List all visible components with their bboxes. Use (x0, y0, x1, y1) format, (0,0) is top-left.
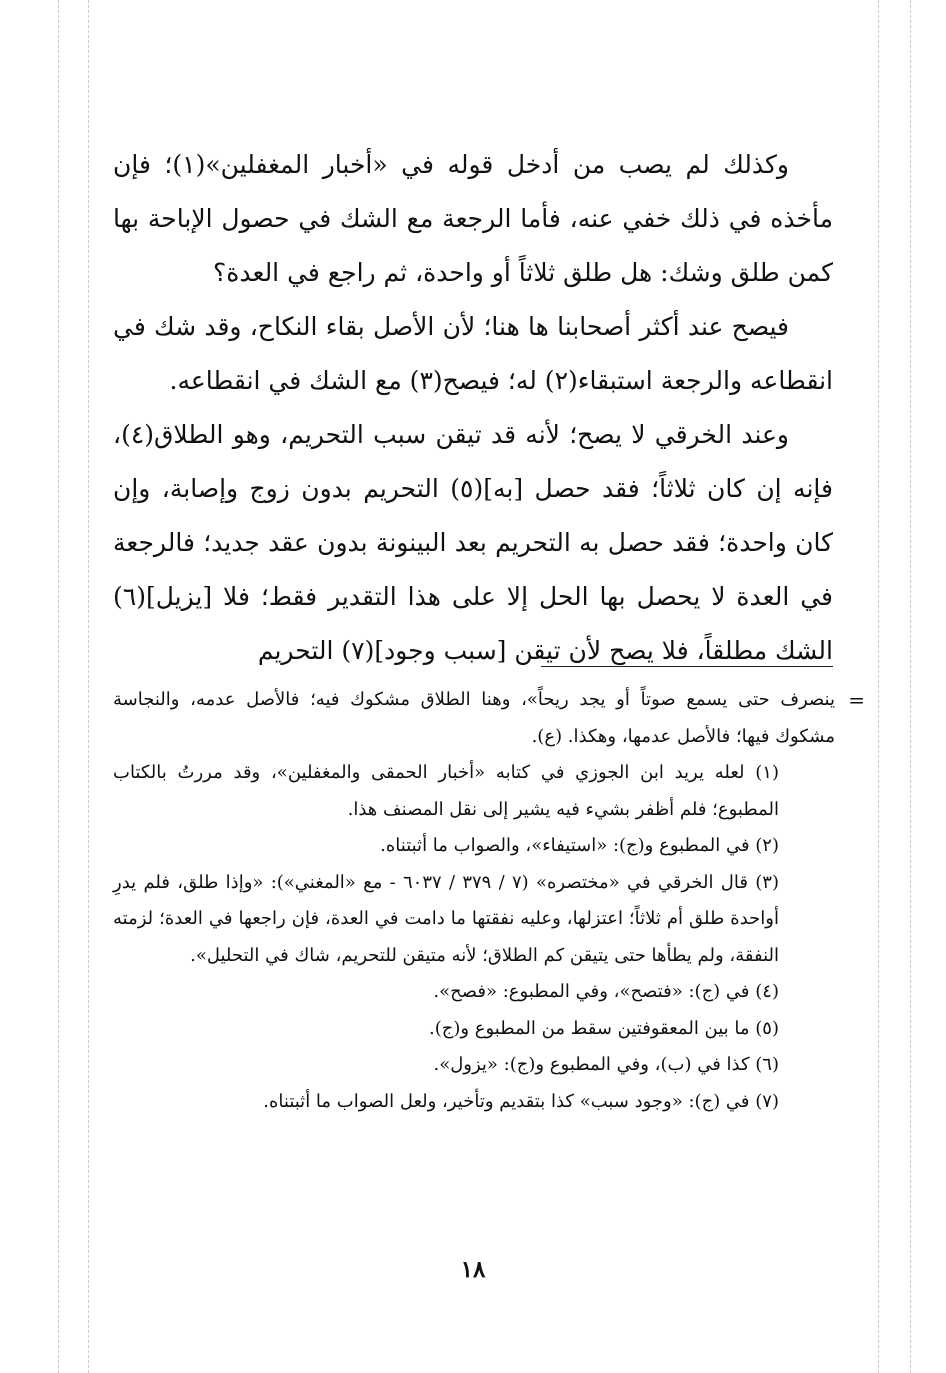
footnote: (٥) ما بين المعقوفتين سقط من المطبوع و(ج). (428, 1017, 779, 1039)
paragraph: فيصح عند أكثر أصحابنا ها هنا؛ لأن الأصل بقاء النكاح، وقد شك في انقطاعه والرجعة استبقاء(٢) له؛ فيصح(٣) مع الشك في انقطاعه. (113, 312, 833, 395)
footnote: (١) لعله يريد ابن الجوزي في كتابه «أخبار الحمقى والمغفلين»، وقد مررتُ بالكتاب المطبوع؛ فلم أظفر بشيء فيه يشير إلى نقل المصنف هذا. (113, 762, 779, 820)
footnote: (٢) في المطبوع و(ج): «استيفاء»، والصواب ما أثبتناه. (380, 835, 779, 856)
footnote: (٦) كذا في (ب)، وفي المطبوع و(ج): «يزول». (433, 1054, 779, 1075)
scan-margin-line (878, 0, 879, 1373)
footnote: (٣) قال الخرقي في «مختصره» (٧ / ٣٧٩ / ٦٠٣٧ - مع «المغني»): «وإذا طلق، فلم يدرِ أواحدة طلق أم ثلاثاً؛ اعتزلها، وعليه نفقتها ما دامت في العدة، فإن راجعها في العدة؛ لزمته النفقة، ولم يطأها حتى يتيقن كم الطلاق؛ لأنه متيقن للتحريم، شاك في التحليل». (113, 871, 779, 966)
scan-margin-line (58, 0, 59, 1373)
footnote-continuation (113, 682, 865, 755)
footnotes (113, 682, 865, 1120)
page-number: ١٨ (460, 1256, 486, 1283)
paragraph: وعند الخرقي لا يصح؛ لأنه قد تيقن سبب التحريم، وهو الطلاق(٤)، فإنه إن كان ثلاثاً؛ فقد حصل [به](٥) التحريم بدون زوج وإصابة، وإن كان واحدة؛ فقد حصل به التحريم بعد البينونة بدون عقد جديد؛ فالرجعة في العدة لا يحصل بها الحل إلا على هذا التقدير فقط؛ فلا [يزيل](٦) الشك مطلقاً، فلا يصح لأن تيقن [سبب وجود](٧) التحريم (113, 420, 833, 665)
footnote: (٤) في (ج): «فتصح»، وفي المطبوع: «فصح». (433, 981, 779, 1002)
main-text (113, 138, 833, 678)
continuation-mark: = (848, 688, 865, 712)
scan-margin-line (88, 0, 89, 1373)
footnote-separator (541, 666, 833, 667)
paragraph: وكذلك لم يصب من أدخل قوله في «أخبار المغفلين»(١)؛ فإن مأخذه في ذلك خفي عنه، فأما الرجعة مع الشك في حصول الإباحة بها كمن طلق وشك: هل طلق ثلاثاً أو واحدة، ثم راجع في العدة؟ (113, 150, 833, 287)
footnote: (٧) في (ج): «وجود سبب» كذا بتقديم وتأخير، ولعل الصواب ما أثبتناه. (263, 1090, 779, 1112)
scan-margin-line (910, 0, 911, 1373)
footnote-continuation-text: ينصرف حتى يسمع صوتاً أو يجد ريحاً»، وهنا الطلاق مشكوك فيه؛ فالأصل عدمه، والنجاسة مشكوك فيها؛ فالأصل عدمها، وهكذا. (ع). (113, 689, 835, 747)
